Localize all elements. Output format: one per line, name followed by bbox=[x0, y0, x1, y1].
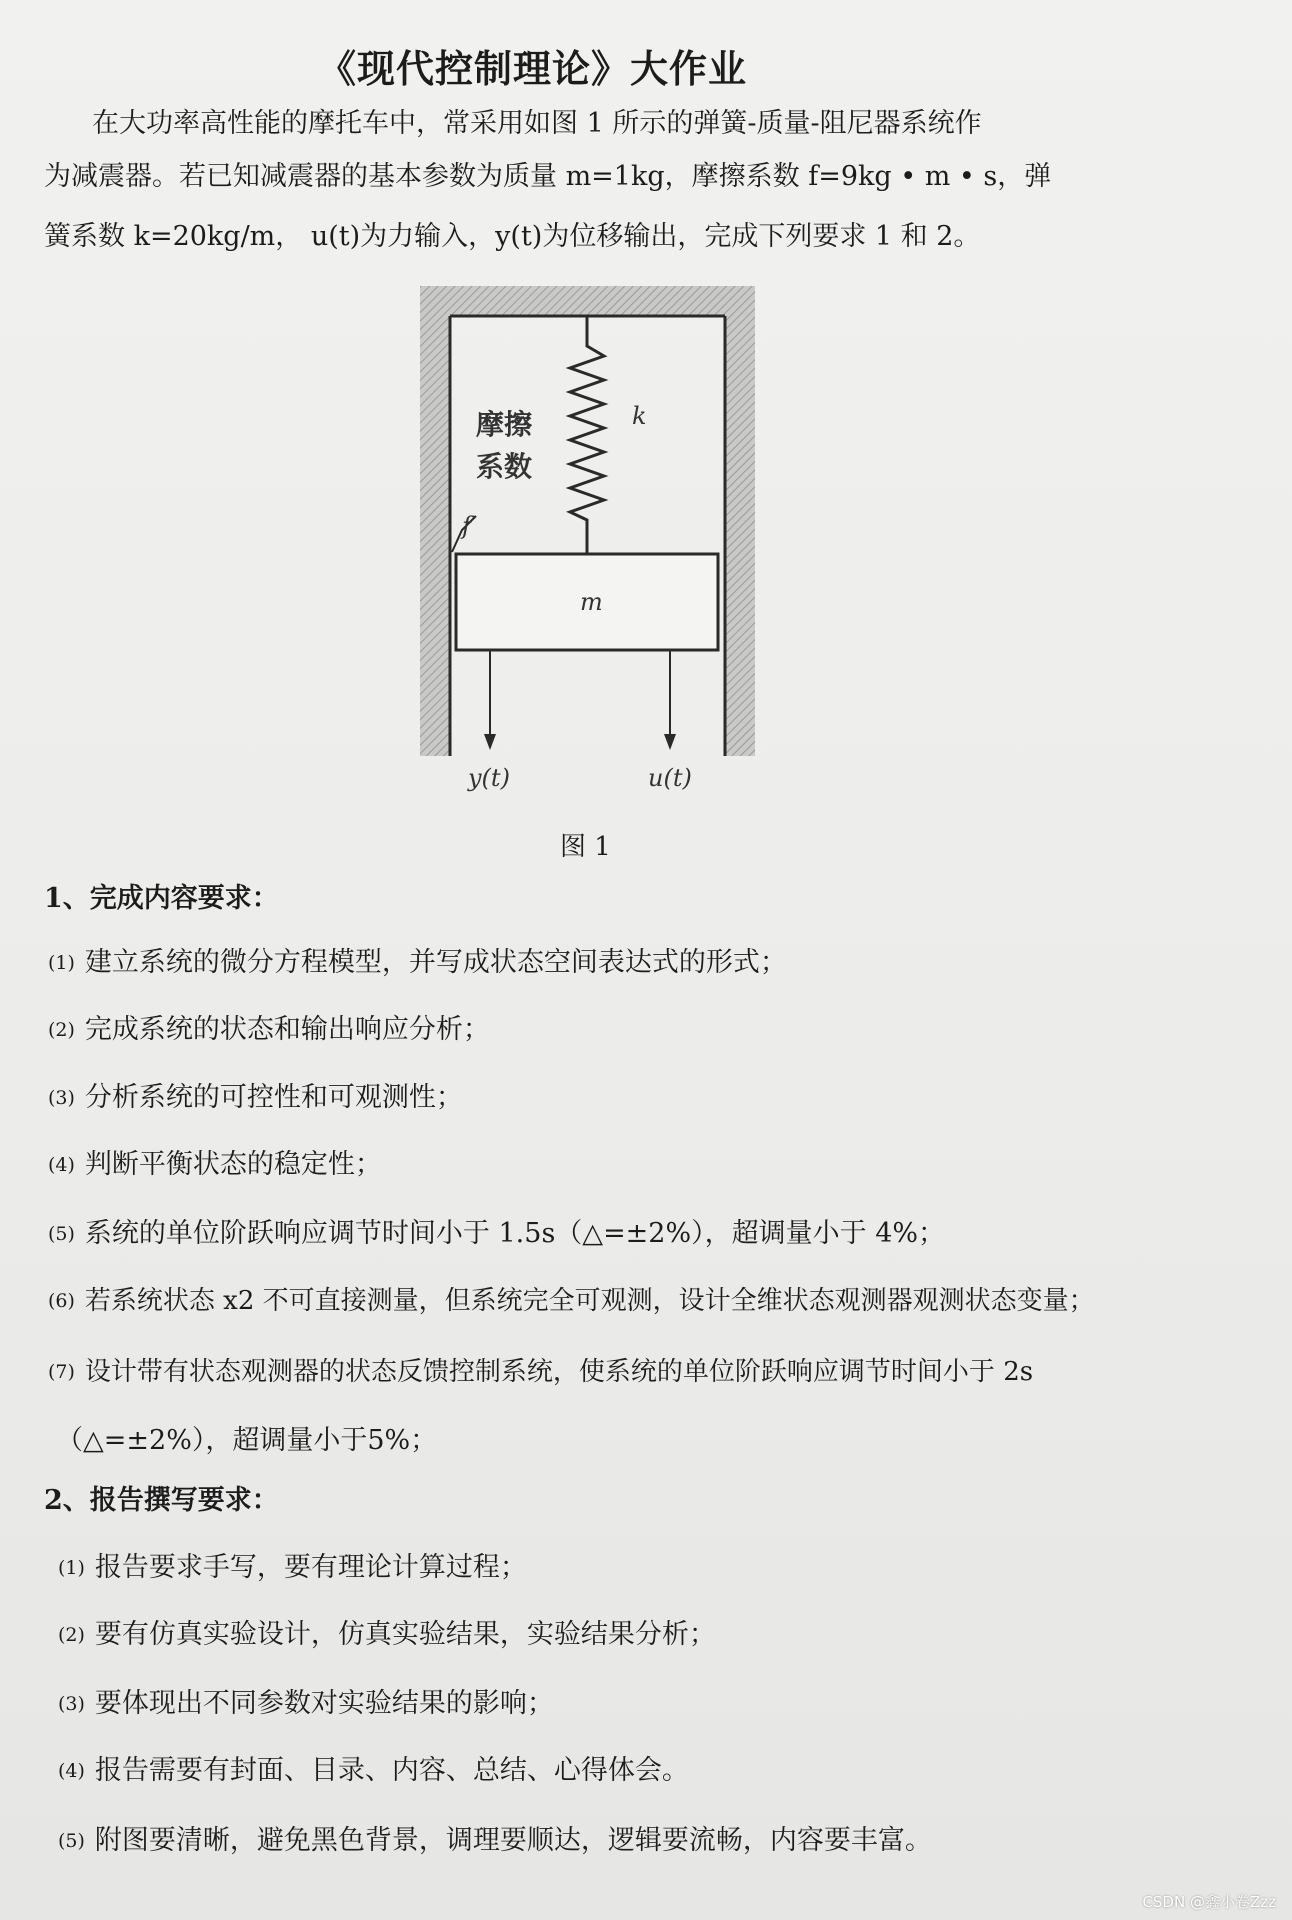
section1-item-6 bbox=[48, 1280, 1095, 1317]
item-number: (7) bbox=[48, 1361, 75, 1383]
section1-item-3 bbox=[48, 1075, 463, 1114]
section2-item-3 bbox=[58, 1681, 554, 1720]
item-text: 建立系统的微分方程模型，并写成状态空间表达式的形式； bbox=[84, 947, 787, 978]
intro-line-2: 为减震器。若已知减震器的基本参数为质量 m=1kg，摩擦系数 f=9kg • m • s，弹 bbox=[44, 161, 1052, 192]
item-number: (2) bbox=[48, 1019, 75, 1041]
item-text: 附图要清晰，避免黑色背景，调理要顺达，逻辑要流畅，内容要丰富。 bbox=[94, 1825, 932, 1856]
item-text: 设计带有状态观测器的状态反馈控制系统，使系统的单位阶跃响应调节时间小于 2s bbox=[84, 1357, 1034, 1387]
item-text: 报告需要有封面、目录、内容、总结、心得体会。 bbox=[94, 1755, 689, 1786]
section2-item-4 bbox=[58, 1748, 689, 1787]
item-text: 要体现出不同参数对实验结果的影响； bbox=[94, 1688, 554, 1719]
item-number: (3) bbox=[48, 1087, 75, 1109]
section1-heading: 1、完成内容要求： bbox=[44, 883, 279, 914]
figure-caption: 图 1 bbox=[560, 832, 611, 862]
spring-symbol: k bbox=[632, 402, 647, 430]
right-wall-hatch bbox=[725, 286, 755, 756]
section1-item-7 bbox=[48, 1351, 1033, 1388]
section1-item-1 bbox=[48, 940, 787, 979]
section1-item-4 bbox=[48, 1142, 382, 1181]
section1-item-5 bbox=[48, 1211, 945, 1250]
item-text: 若系统状态 x2 不可直接测量，但系统完全可观测，设计全维状态观测器观测状态变量； bbox=[84, 1286, 1095, 1316]
input-arrow-icon bbox=[664, 734, 676, 750]
section2-item-5 bbox=[58, 1818, 932, 1857]
section2-heading: 2、报告撰写要求： bbox=[44, 1485, 279, 1516]
section2-item-2 bbox=[58, 1612, 716, 1651]
item-text: 报告要求手写，要有理论计算过程； bbox=[94, 1552, 527, 1583]
mass-symbol: m bbox=[580, 588, 603, 616]
item-text: 系统的单位阶跃响应调节时间小于 1.5s（△=±2%），超调量小于 4%； bbox=[84, 1218, 946, 1249]
item-number: (4) bbox=[48, 1154, 75, 1176]
friction-label-2: 系数 bbox=[476, 450, 533, 483]
friction-symbol: f bbox=[462, 512, 471, 540]
input-label: u(t) bbox=[648, 764, 692, 792]
section1-item-2 bbox=[48, 1007, 490, 1046]
intro-line-1: 在大功率高性能的摩托车中，常采用如图 1 所示的弹簧-质量-阻尼器系统作 bbox=[92, 108, 982, 139]
item-number: (5) bbox=[48, 1223, 75, 1245]
output-arrow-icon bbox=[484, 734, 496, 750]
item-number: (4) bbox=[58, 1760, 85, 1782]
item-text: 分析系统的可控性和可观测性； bbox=[84, 1082, 463, 1113]
section1-item-7-continuation: （△=±2%），超调量小于5%； bbox=[56, 1425, 438, 1456]
item-number: (5) bbox=[58, 1830, 85, 1852]
item-text: 要有仿真实验设计，仿真实验结果，实验结果分析； bbox=[94, 1619, 716, 1650]
figure-drawing bbox=[414, 284, 784, 804]
item-number: (1) bbox=[48, 952, 75, 974]
intro-line-3: 簧系数 k=20kg/m， u(t)为力输入，y(t)为位移输出，完成下列要求 1 和 2。 bbox=[44, 221, 981, 252]
section2-item-1 bbox=[58, 1545, 527, 1584]
item-number: (6) bbox=[48, 1290, 75, 1312]
source-watermark: CSDN @鑫小卷Zzz bbox=[1142, 1893, 1276, 1911]
item-text: 判断平衡状态的稳定性； bbox=[84, 1149, 382, 1180]
document-title: 《现代控制理论》大作业 bbox=[318, 46, 748, 91]
item-text: 完成系统的状态和输出响应分析； bbox=[84, 1014, 490, 1045]
spring-mass-damper-figure bbox=[414, 284, 784, 804]
spring bbox=[570, 316, 604, 554]
friction-label-1: 摩擦 bbox=[476, 408, 533, 441]
ceiling-hatch bbox=[420, 286, 755, 316]
output-label: y(t) bbox=[468, 764, 510, 792]
left-wall-hatch bbox=[420, 286, 450, 756]
item-number: (2) bbox=[58, 1624, 85, 1646]
item-number: (1) bbox=[58, 1557, 85, 1579]
item-number: (3) bbox=[58, 1693, 85, 1715]
